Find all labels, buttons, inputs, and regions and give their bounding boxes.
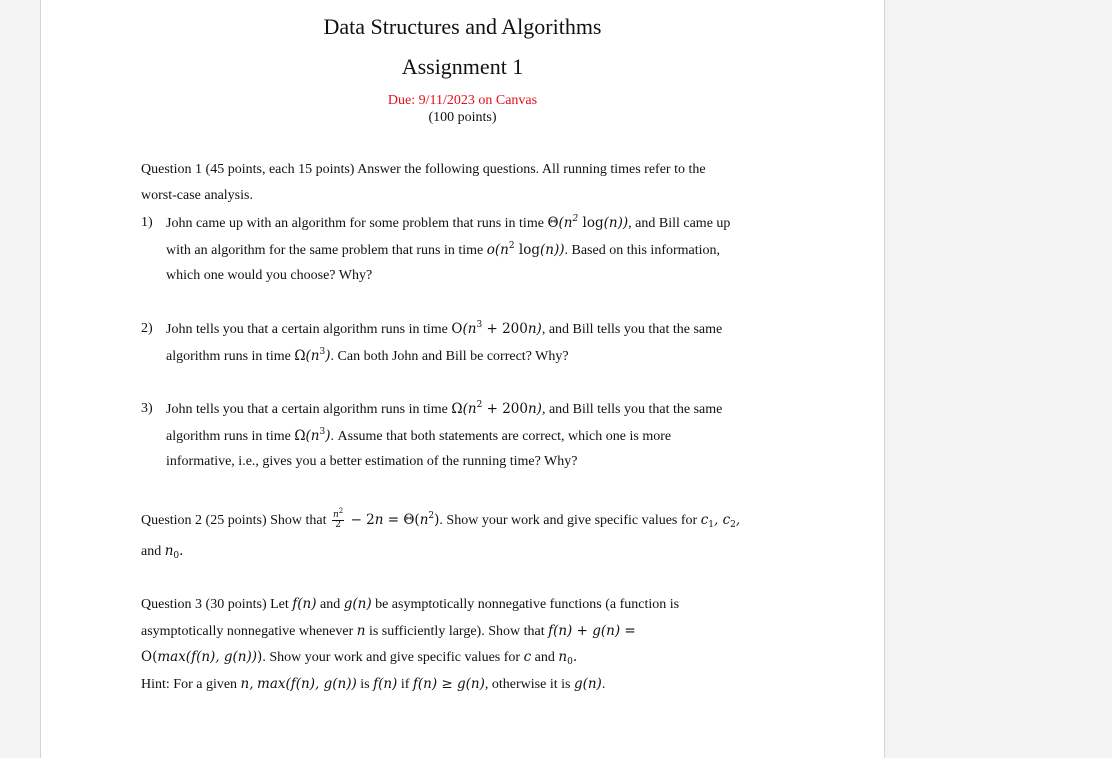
q1-item1-number: 1) xyxy=(141,215,153,230)
q1-item2-tail2: . Can both John and Bill be correct? Why? xyxy=(330,349,569,364)
q3-tail: be asymptotically nonnegative functions (a function is xyxy=(375,597,680,612)
q2-text: Question 2 (25 points) Show that xyxy=(141,513,327,528)
q1-item1-line3: which one would you choose? Why? xyxy=(166,268,373,283)
q1-item3-omega-expr1: $\Omega(n^2 + 200n)$ xyxy=(451,400,542,417)
q3-mid: is sufficiently large). Show that xyxy=(368,624,545,639)
q3-hint-is: is xyxy=(360,677,370,692)
q1-item1-tail2: . Based on this information, xyxy=(564,243,721,258)
q1-item2-number: 2) xyxy=(141,321,153,336)
q3-line1 xyxy=(141,596,679,613)
due-date: Due: 9/11/2023 on Canvas xyxy=(387,93,538,108)
q1-item3-number: 3) xyxy=(141,401,153,416)
q1-item1-line2 xyxy=(166,242,720,259)
q3-hint-end: . xyxy=(601,677,606,692)
q1-intro-line2: worst-case analysis. xyxy=(141,188,253,203)
q1-item1-little-o-expr: $o(n^2$ log(n)) xyxy=(486,241,565,258)
q3-g: g(n) xyxy=(343,596,372,612)
q1-item1-line1 xyxy=(166,215,730,232)
q1-item2-text2: algorithm runs in time xyxy=(166,349,291,364)
assignment-title: Assignment 1 xyxy=(401,54,524,79)
q1-item1-text: John came up with an algorithm for some problem that runs in time xyxy=(166,216,544,231)
q1-item2-line1 xyxy=(166,321,722,338)
q3-text2: asymptotically nonnegative whenever xyxy=(141,624,354,639)
q1-item3-omega-expr2: $\Omega(n^3)$ xyxy=(294,427,331,444)
q1-item1-theta-expr: $\Theta(n^2$ log(n)) xyxy=(547,214,629,231)
q3-hint-text: Hint: For a given xyxy=(141,677,238,692)
q3-line3 xyxy=(141,649,577,666)
q1-intro-line1: Question 1 (45 points, each 15 points) Answer the following questions. All running times refer to the xyxy=(141,162,706,177)
q1-item2-text: John tells you that a certain algorithm runs in time xyxy=(166,322,448,337)
q2-n0: $n_0$. xyxy=(164,543,184,561)
q2-theta-expr: $\frac{n^2}{2}$ − $2n = \Theta(n^2)$ xyxy=(333,507,440,530)
q3-sum-expr: f(n) + g(n) = xyxy=(548,623,636,639)
q3-hint-f: f(n) xyxy=(373,676,398,692)
q3-hint-if: if xyxy=(400,677,410,692)
q3-and: and xyxy=(320,597,341,612)
q3-hint-cond: f(n) ≥ g(n) xyxy=(412,676,485,692)
total-points: (100 points) xyxy=(428,110,497,125)
q2-tail: . Show your work and give specific values for xyxy=(439,513,698,528)
q3-and2: and xyxy=(534,650,555,665)
q1-item1-tail: , and Bill came up xyxy=(628,216,731,231)
q2-constants: $c_1$, $c_2$, xyxy=(700,512,741,530)
q1-item3-tail: , and Bill tells you that the same xyxy=(541,402,723,417)
q1-item2-omega-expr: $\Omega(n^3)$ xyxy=(294,347,331,364)
q1-item3-line3: informative, i.e., gives you a better estimation of the running time? Why? xyxy=(166,454,578,469)
q1-item2-line2 xyxy=(166,348,569,365)
q2-line2 xyxy=(141,543,183,560)
q3-n0: $n_0$. xyxy=(558,649,578,667)
q1-item3-line2 xyxy=(166,428,671,445)
q2-line1 xyxy=(141,507,741,530)
q3-hint-max: max(f(n), g(n)) xyxy=(257,676,357,692)
q3-big-o-max-expr: O(max(f(n), g(n))) xyxy=(141,649,263,665)
q2-and: and xyxy=(141,544,162,559)
q3-line2 xyxy=(141,623,636,640)
document-title: Data Structures and Algorithms xyxy=(323,14,602,39)
q1-item3-text2: algorithm runs in time xyxy=(166,429,291,444)
q1-item3-tail2: . Assume that both statements are correct, which one is more xyxy=(330,429,672,444)
q1-item2-tail: , and Bill tells you that the same xyxy=(541,322,723,337)
document-page xyxy=(40,0,885,758)
q3-n: n xyxy=(356,623,366,639)
q1-item3-line1 xyxy=(166,401,722,418)
q3-hint-n: n, xyxy=(240,676,254,692)
q3-f: f(n) xyxy=(292,596,317,612)
q3-text3: . Show your work and give specific values for xyxy=(262,650,521,665)
q3-hint-g: g(n) xyxy=(573,676,602,692)
q3-hint xyxy=(141,676,605,693)
q3-text: Question 3 (30 points) Let xyxy=(141,597,289,612)
q3-hint-else: , otherwise it is xyxy=(484,677,571,692)
q1-item2-big-o-expr: $O(n^3 + 200n)$ xyxy=(451,320,542,337)
q1-item3-text: John tells you that a certain algorithm runs in time xyxy=(166,402,448,417)
q1-item1-text2: with an algorithm for the same problem that runs in time xyxy=(166,243,484,258)
q3-c: c xyxy=(523,649,532,665)
